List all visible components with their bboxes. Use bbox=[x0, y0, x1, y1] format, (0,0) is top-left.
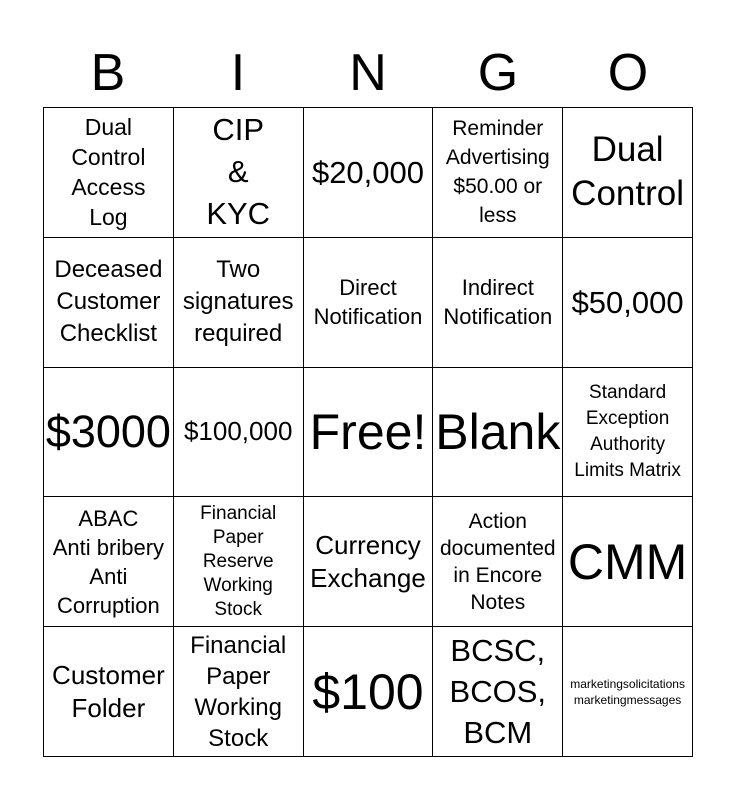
cell-text: BCSC, BCOS, BCM bbox=[449, 633, 547, 751]
header-letter-n: N bbox=[349, 44, 387, 102]
bingo-cell[interactable] bbox=[563, 497, 693, 627]
cell-text: Blank bbox=[435, 403, 561, 460]
cell-text: Free! bbox=[309, 403, 427, 460]
cell-text: Financial Paper Reserve Working Stock bbox=[200, 502, 277, 620]
bingo-cell[interactable] bbox=[174, 368, 304, 498]
bingo-cell[interactable] bbox=[174, 497, 304, 627]
bingo-header bbox=[43, 40, 693, 106]
bingo-cell[interactable] bbox=[563, 238, 693, 368]
bingo-cell[interactable] bbox=[44, 108, 174, 238]
cell-text: Reminder Advertising $50.00 or less bbox=[445, 117, 550, 228]
cell-text: $20,000 bbox=[311, 154, 425, 190]
cell-text: CMM bbox=[567, 533, 688, 590]
cell-text: $3000 bbox=[45, 405, 171, 457]
cell-text: Direct Notification bbox=[313, 275, 423, 330]
bingo-cell[interactable] bbox=[563, 368, 693, 498]
cell-text: Standard Exception Authority Limits Matrix bbox=[574, 381, 681, 481]
bingo-cell[interactable] bbox=[433, 497, 563, 627]
bingo-cell[interactable] bbox=[44, 368, 174, 498]
bingo-card bbox=[43, 107, 693, 757]
bingo-cell[interactable] bbox=[304, 238, 434, 368]
cell-text: Dual Control Access Log bbox=[71, 114, 146, 231]
header-letter-i: I bbox=[230, 44, 246, 102]
bingo-cell[interactable] bbox=[563, 108, 693, 238]
bingo-cell[interactable] bbox=[174, 238, 304, 368]
bingo-cell[interactable] bbox=[304, 497, 434, 627]
cell-text: Financial Paper Working Stock bbox=[190, 631, 287, 752]
cell-text: Action documented in Encore Notes bbox=[439, 509, 556, 614]
cell-text: Dual Control bbox=[571, 130, 684, 214]
cell-text: Customer Folder bbox=[52, 659, 165, 723]
cell-text: Indirect Notification bbox=[443, 275, 553, 330]
cell-text: $100,000 bbox=[183, 416, 293, 447]
bingo-cell[interactable] bbox=[44, 627, 174, 757]
cell-text: marketingsolicitations marketingmessages bbox=[570, 676, 685, 707]
cell-text: ABAC Anti bribery Anti Corruption bbox=[52, 505, 165, 618]
cell-text: Two signatures required bbox=[182, 256, 294, 348]
header-letter-o: O bbox=[607, 44, 649, 102]
bingo-cell[interactable] bbox=[433, 238, 563, 368]
header-letter-g: G bbox=[477, 44, 519, 102]
bingo-cell[interactable] bbox=[304, 627, 434, 757]
bingo-cell[interactable] bbox=[433, 368, 563, 498]
bingo-cell[interactable] bbox=[304, 108, 434, 238]
cell-text: Currency Exchange bbox=[310, 529, 426, 593]
cell-text: Deceased Customer Checklist bbox=[54, 256, 163, 348]
bingo-cell[interactable] bbox=[174, 627, 304, 757]
bingo-cell[interactable] bbox=[44, 497, 174, 627]
bingo-cell[interactable] bbox=[304, 368, 434, 498]
cell-text: CIP & KYC bbox=[206, 112, 271, 232]
cell-text: $50,000 bbox=[571, 284, 684, 320]
header-letter-b: B bbox=[90, 44, 126, 102]
cell-text: $100 bbox=[312, 663, 424, 720]
bingo-cell[interactable] bbox=[433, 108, 563, 238]
bingo-cell[interactable] bbox=[563, 627, 693, 757]
bingo-cell[interactable] bbox=[433, 627, 563, 757]
bingo-cell[interactable] bbox=[174, 108, 304, 238]
bingo-cell[interactable] bbox=[44, 238, 174, 368]
